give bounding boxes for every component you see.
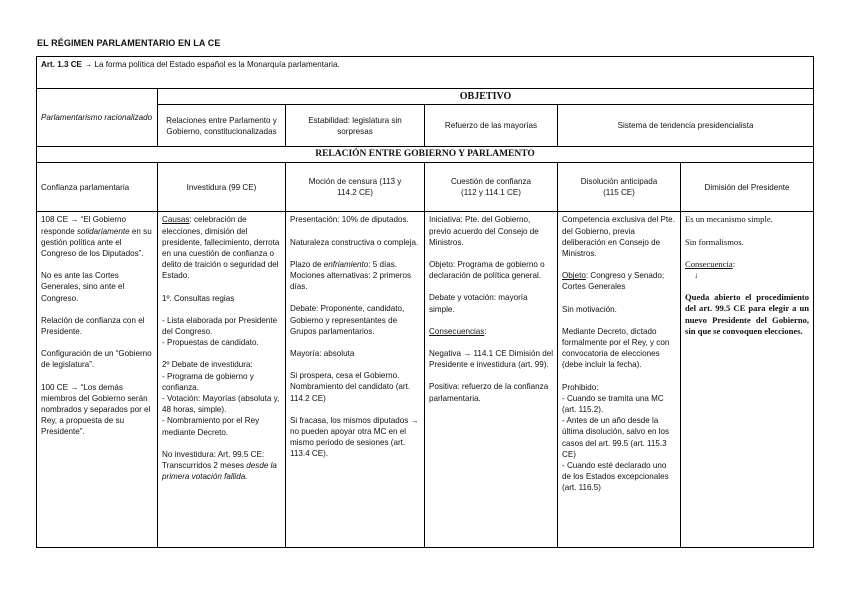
mocion-p5: Mayoría: absoluta: [290, 349, 355, 359]
confianza-p4: Configuración de un “Gobierno de legislatura”.: [41, 349, 152, 370]
confianza-p3: Relación de confianza con el Presidente.: [41, 315, 145, 337]
investidura-l2: - Propuestas de candidato.: [162, 338, 259, 348]
mocion-p2: Naturaleza constructiva o compleja.: [290, 237, 419, 247]
disolucion-cell: [558, 212, 681, 548]
dimision-p1: Es un mecanismo simple.: [685, 214, 773, 225]
consecuencias-label: Consecuencias: [429, 326, 485, 336]
objetivo-item-sistema: Sistema de tendencia presidencialista: [558, 105, 814, 147]
text: No investidura: Art. 99.5 CE: Transcurridos 2 meses: [162, 449, 265, 471]
columns-header-row: [37, 163, 814, 212]
mocion-p6: Si prospera, cesa el Gobierno. Nombramiento del candidato (art. 114.2 CE): [290, 371, 411, 403]
disolucion-p1: Competencia exclusiva del Pte. del Gobierno, previa deliberación en Consejo de Ministros.: [562, 215, 675, 259]
text-italic: desde la primera votación fallida.: [162, 461, 277, 482]
text: : 5 días. Mociones alternativas: 2 primeros días.: [290, 259, 412, 292]
document-title: EL RÉGIMEN PARLAMENTARIO EN LA CE: [37, 38, 221, 48]
investidura-consultas: 1º. Consultas regias: [162, 293, 235, 303]
investidura-debate: 2º Debate de investidura:: [162, 360, 253, 370]
investidura-d3: - Nombramiento por el Rey mediante Decreto.: [162, 416, 260, 437]
investidura-d1: - Programa de gobierno y confianza.: [162, 371, 254, 392]
text-italic: solidariamente: [77, 226, 130, 236]
column-header-cuestion: Cuestión de confianza (112 y 114.1 CE): [425, 163, 558, 212]
dimision-consecuencia: Consecuencia:: [685, 258, 736, 269]
columns-body-row: [37, 212, 814, 548]
cuestion-p5: Positiva: refuerzo de la confianza parlamentaria.: [429, 382, 549, 403]
mocion-p4: Debate: Proponente, candidato, Gobierno y representantes de Grupos parlamentarios.: [290, 304, 405, 336]
art-text: La forma política del Estado español es la Monarquía parlamentaria.: [92, 60, 340, 69]
confianza-p5: 100 CE → “Los demás miembros del Gobierno serán nombrados y separados por el Rey, a propuesta de su Presidente”.: [41, 382, 151, 437]
dimision-cell: [681, 212, 814, 548]
objetivo-header-row: [37, 89, 814, 105]
parlamentarismo-label: Parlamentarismo racionalizado: [37, 89, 158, 147]
confianza-p1: [41, 214, 153, 259]
relacion-header: RELACIÓN ENTRE GOBIERNO Y PARLAMENTO: [37, 147, 814, 163]
investidura-causas: [162, 214, 281, 281]
column-header-investidura: Investidura (99 CE): [158, 163, 286, 212]
objeto-label: Objeto: [562, 271, 586, 281]
disolucion-p4: Mediante Decreto, dictado formalmente por el Rey, y con convocatoria de elecciones (debe incluir la fecha).: [562, 326, 670, 370]
confianza-cell: [37, 212, 158, 548]
mocion-p1: Presentación: 10% de diputados.: [290, 215, 409, 225]
down-arrow-icon: ↓: [694, 270, 699, 281]
art-ref: Art. 1.3 CE →: [41, 60, 93, 69]
column-header-confianza: Confianza parlamentaria: [37, 163, 158, 212]
parliamentary-regime-table: [36, 56, 814, 548]
objetivo-item-relaciones: Relaciones entre Parlamento y Gobierno, constitucionalizadas: [158, 105, 286, 147]
column-header-mocion: Moción de censura (113 y 114.2 CE): [286, 163, 425, 212]
investidura-no: [162, 449, 281, 483]
disolucion-h1: - Cuando se tramita una MC (art. 115.2).: [562, 393, 664, 415]
text: Plazo de: [290, 259, 324, 269]
causas-label: Causas: [162, 215, 190, 225]
cuestion-p3: Debate y votación: mayoría simple.: [429, 293, 528, 314]
disolucion-objeto: [562, 270, 676, 292]
text-italic: enfriamiento: [323, 259, 369, 269]
confianza-p2: No es ante las Cortes Generales, sino ante el Congreso.: [41, 271, 125, 303]
investidura-cell: [158, 212, 286, 548]
relacion-row: [37, 147, 814, 163]
disolucion-prohibido: Prohibido:: [562, 382, 599, 392]
disolucion-h2: - Antes de un año desde la última disolución, salvo en los casos del art. 99.5 (art. 115.3 CE): [562, 416, 670, 459]
cuestion-consecuencias: Consecuencias:: [429, 326, 487, 336]
text: 108 CE → “El Gobierno responde: [41, 215, 127, 236]
objetivo-item-refuerzo: Refuerzo de las mayorías: [425, 105, 558, 147]
objetivo-header: OBJETIVO: [158, 89, 814, 105]
cuestion-cell: [425, 212, 558, 548]
art-cell: [37, 57, 814, 89]
consecuencia-label: Consecuencia: [685, 258, 733, 269]
mocion-p3: [290, 259, 420, 293]
disolucion-h3: - Cuando esté declarado uno de los Estados excepcionales (art. 116.5): [562, 461, 669, 493]
text: en su gestión política ante el Congreso de los Diputados”.: [41, 226, 152, 259]
objetivo-item-estabilidad: Estabilidad: legislatura sin sorpresas: [286, 105, 425, 147]
objeto-text: : Congreso y Senado; Cortes Generales: [562, 271, 665, 292]
art-row: [37, 57, 814, 89]
mocion-cell: [286, 212, 425, 548]
causas-text: : celebración de elecciones, dimisión del presidente, fallecimiento, derrota en una cuestión de confianza o delito de traición o seguridad del Estado.: [162, 215, 280, 281]
disolucion-p3: Sin motivación.: [562, 304, 617, 314]
dimision-p3: Queda abierto el procedimiento del art. 99.5 CE para elegir a un nuevo Presidente del Gobierno, sin que se convoquen elecciones.: [685, 292, 810, 336]
column-header-disolucion: Disolución anticipada (115 CE): [558, 163, 681, 212]
dimision-p2: Sin formalismos.: [685, 236, 744, 247]
investidura-d2: - Votación: Mayorías (absoluta y, 48 horas, simple).: [162, 394, 280, 415]
mocion-p7: Si fracasa, los mismos diputados → no pueden apoyar otra MC en el mismo periodo de sesiones (art. 113.4 CE).: [290, 415, 419, 459]
investidura-l1: - Lista elaborada por Presidente del Congreso.: [162, 315, 278, 337]
cuestion-p2: Objeto: Programa de gobierno o declaración de política general.: [429, 260, 545, 281]
cuestion-p4: Negativa → 114.1 CE Dimisión del Presidente e investidura (art. 99).: [429, 349, 554, 370]
cuestion-p1: Iniciativa: Pte. del Gobierno, previo acuerdo del Consejo de Ministros.: [429, 215, 539, 247]
column-header-dimision: Dimisión del Presidente: [681, 163, 814, 212]
